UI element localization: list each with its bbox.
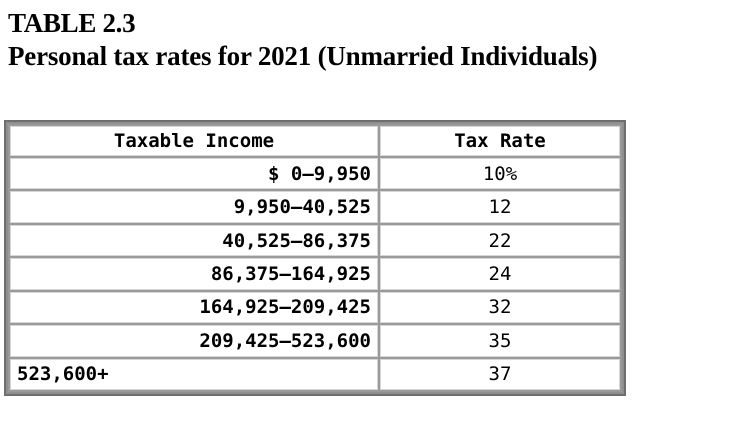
taxable-income-cell: 523,600+	[10, 359, 378, 390]
taxable-income-cell: 40,525–86,375	[10, 225, 378, 256]
taxable-income-cell: 9,950–40,525	[10, 191, 378, 222]
taxable-income-cell: $ 0–9,950	[10, 158, 378, 189]
table-row	[10, 191, 620, 222]
taxable-income-cell: 209,425–523,600	[10, 325, 378, 356]
table-caption: Personal tax rates for 2021 (Unmarried Individuals)	[8, 41, 598, 71]
tax-rate-cell: 22	[380, 225, 620, 256]
table-row	[10, 258, 620, 289]
tax-rate-cell: 35	[380, 325, 620, 356]
tax-rate-cell: 10%	[380, 158, 620, 189]
taxable-income-cell: 164,925–209,425	[10, 292, 378, 323]
table-header-row	[10, 126, 620, 156]
tax-rate-cell: 32	[380, 292, 620, 323]
taxable-income-cell: 86,375–164,925	[10, 258, 378, 289]
header-taxable-income: Taxable Income	[10, 126, 378, 156]
table-number: TABLE 2.3	[8, 8, 136, 38]
table-heading	[8, 8, 597, 74]
table-row	[10, 325, 620, 356]
tax-rate-cell: 24	[380, 258, 620, 289]
tax-rate-cell: 37	[380, 359, 620, 390]
table-row	[10, 359, 620, 390]
tax-rate-table-frame	[4, 120, 626, 396]
tax-rate-cell: 12	[380, 191, 620, 222]
tax-rate-table	[8, 124, 622, 392]
table-row	[10, 225, 620, 256]
table-row	[10, 292, 620, 323]
header-tax-rate: Tax Rate	[380, 126, 620, 156]
table-row	[10, 158, 620, 189]
